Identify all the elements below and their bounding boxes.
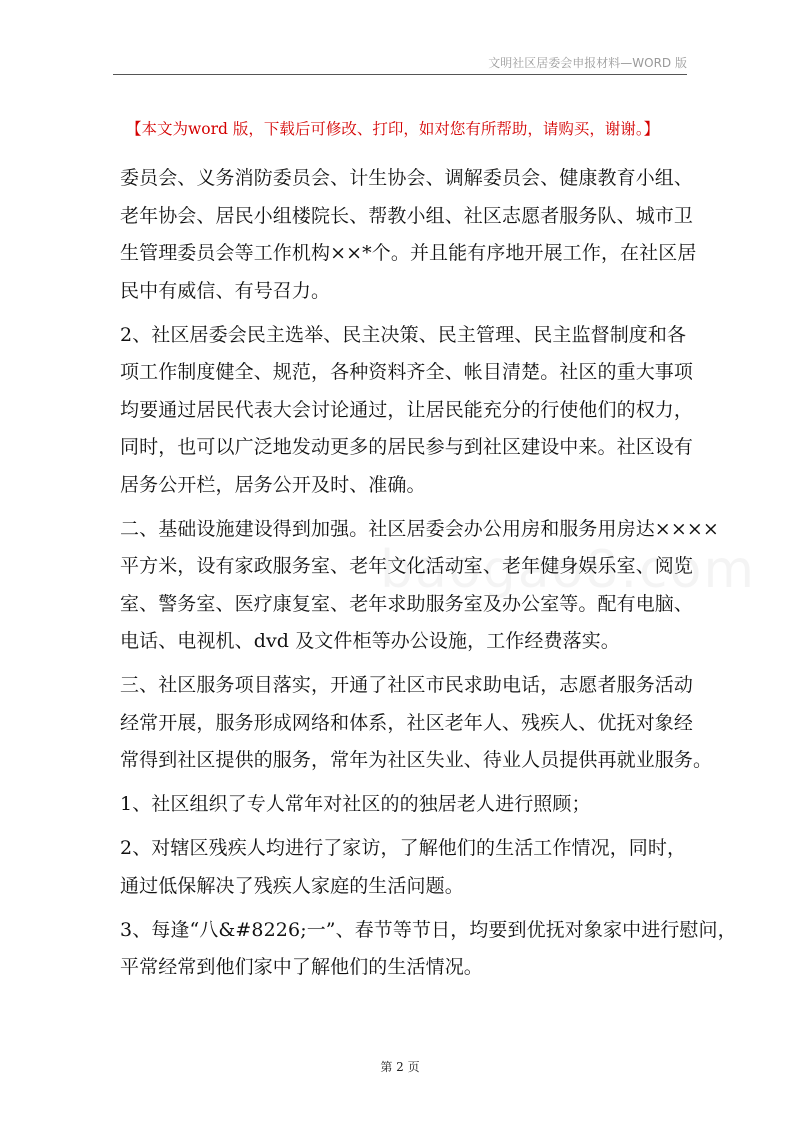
running-header-title: 文明社区居委会申报材料—WORD 版 — [488, 56, 687, 70]
paragraph-line: 老年协会、居民小组楼院长、帮教小组、社区志愿者服务队、城市卫 — [120, 204, 694, 227]
paragraph-line: 委员会、义务消防委员会、计生协会、调解委员会、健康教育小组、 — [120, 167, 694, 189]
paragraph-line: 电话、电视机、dvd 及文件柜等办公设施，工作经费落实。 — [120, 630, 620, 652]
paragraph — [120, 912, 737, 987]
paragraph-line: 居务公开栏，居务公开及时、准确。 — [120, 473, 426, 496]
paragraph — [120, 317, 694, 505]
paragraph-line: 均要通过居民代表大会讨论通过，让居民能充分的行使他们的权力， — [120, 398, 694, 421]
paragraph-line: 常得到社区提供的服务，常年为社区失业、待业人员提供再就业服务。 — [120, 749, 713, 771]
download-notice: 【本文为word 版，下载后可修改、打印，如对您有所帮助，请购买，谢谢。】 — [126, 120, 660, 138]
paragraph — [120, 830, 690, 905]
paragraph — [120, 511, 719, 661]
paragraph-line: 同时，也可以广泛地发动更多的居民参与到社区建设中来。社区设有 — [120, 436, 694, 458]
paragraph-line: 二、基础设施建设得到加强。社区居委会办公用房和服务用房达×××× — [120, 517, 719, 540]
running-header — [113, 52, 687, 75]
paragraph-line: 通过低保解决了残疾人家庭的生活问题。 — [120, 874, 464, 897]
paragraph-line: 1、社区组织了专人常年对社区的的独居老人进行照顾； — [120, 793, 591, 815]
paragraph-line: 2、社区居委会民主选举、民主决策、民主管理、民主监督制度和各 — [120, 323, 687, 346]
paragraph-line: 项工作制度健全、规范，各种资料齐全、帐目清楚。社区的重大事项 — [120, 361, 694, 383]
paragraph — [120, 667, 713, 780]
paragraph-line: 民中有威信、有号召力。 — [120, 279, 331, 302]
paragraph-line: 生管理委员会等工作机构××*个。并且能有序地开展工作，在社区居 — [120, 242, 697, 264]
paragraph-line: 3、每逢“八&#8226;一”、春节等节日，均要到优抚对象家中进行慰问， — [120, 918, 737, 941]
paragraph-line: 2、对辖区残疾人均进行了家访，了解他们的生活工作情况，同时， — [120, 837, 687, 859]
paragraph-line: 平常经常到他们家中了解他们的生活情况。 — [120, 956, 483, 978]
page-number: 第 2 页 — [380, 1060, 420, 1074]
paragraph — [120, 160, 697, 310]
paragraph-line: 经常开展，服务形成网络和体系，社区老年人、残疾人、优抚对象经 — [120, 711, 694, 734]
paragraph-line: 平方米，设有家政服务室、老年文化活动室、老年健身娱乐室、阅览 — [120, 555, 694, 577]
paragraph-line: 三、社区服务项目落实，开通了社区市民求助电话，志愿者服务活动 — [120, 674, 694, 696]
paragraph — [120, 786, 690, 824]
paragraph-line: 室、警务室、医疗康复室、老年求助服务室及办公室等。配有电脑、 — [120, 592, 694, 615]
document-body — [120, 160, 737, 987]
